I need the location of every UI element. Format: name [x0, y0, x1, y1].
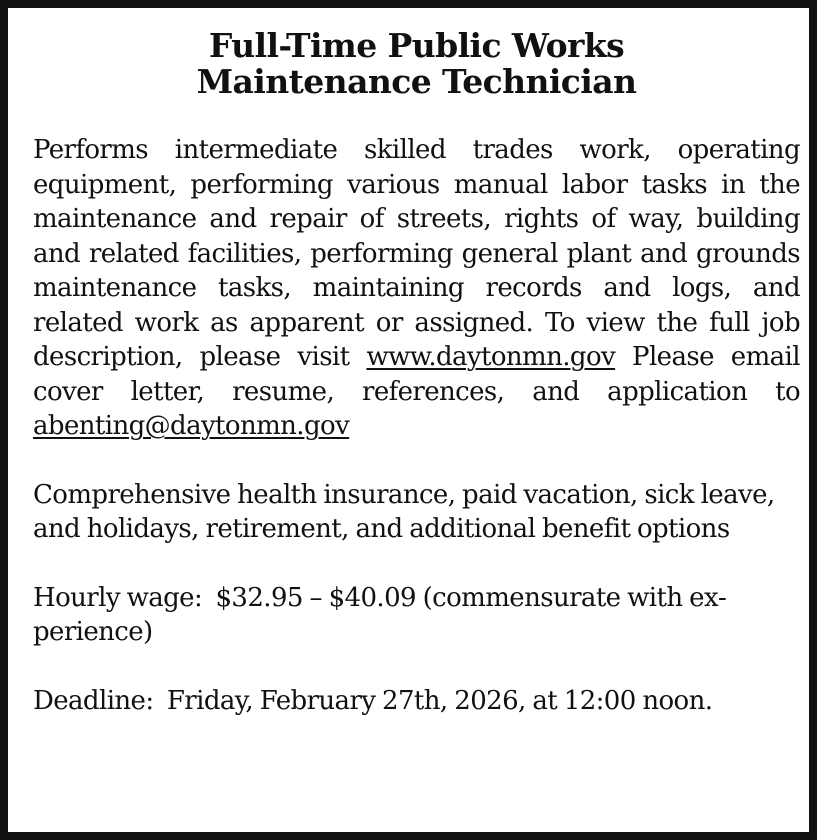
application-instructions: Please email cover letter, resume, references, and application to — [33, 342, 800, 407]
wage-label: Hourly wage: — [33, 582, 203, 613]
deadline-value: Friday, February 27th, 2026, at 12:00 noon. — [166, 685, 713, 716]
description-text: Performs intermediate skilled trades work, operating equipment, performing various manual labor tasks in the maintenance and repair of streets, rights of way, building and related facilities, performing general plant and grounds maintenance tasks, maintaining records and logs, and related work as apparent or assigned. To view the full job description, please visit — [33, 135, 800, 372]
job-description — [33, 133, 800, 444]
job-title-line-1: Full-Time Public Works — [208, 26, 625, 65]
benefits-text: Comprehensive health insurance, paid vacation, sick leave, and holidays, retirement, and additional benefit options — [33, 479, 775, 544]
wage-value: $32.95 – $40.09 (commensurate with experience) — [33, 582, 727, 647]
email-link[interactable]: abenting@daytonmn.gov — [33, 411, 350, 441]
hourly-wage — [33, 581, 800, 650]
job-ad-content — [33, 28, 800, 718]
job-title-line-2: Maintenance Technician — [196, 62, 637, 101]
website-link[interactable]: www.daytonmn.gov — [366, 342, 616, 372]
deadline-label: Deadline: — [33, 685, 154, 716]
job-title — [33, 28, 800, 100]
deadline — [33, 684, 800, 719]
